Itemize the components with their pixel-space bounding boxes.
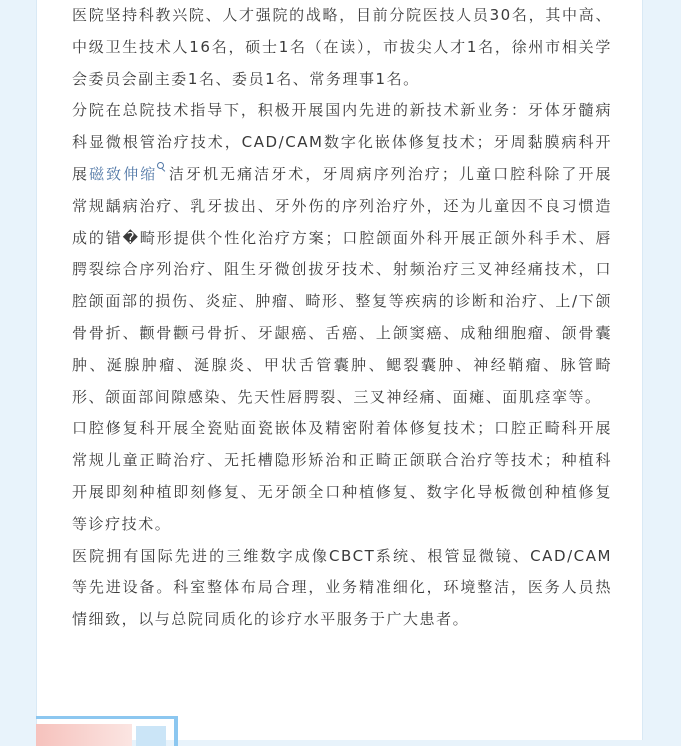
paragraph-text: 分院在总院技术指导下，积极开展国内先进的新技术新业务：牙体牙髓病科显微根管治疗技术，CAD/CAM数字化嵌体修复技术；牙周黏膜病科开展 [72, 101, 612, 183]
decorative-pink-block [36, 724, 132, 746]
article-body [72, 0, 612, 636]
paragraph-equipment: 医院拥有国际先进的三维数字成像CBCT系统、根管显微镜、CAD/CAM等先进设备。科室整体布局合理，业务精准细化，环境整洁，医务人员热情细致，以与总院同质化的诊疗水平服务于广大患者。 [72, 546, 612, 629]
paragraph-prosthodontics: 口腔修复科开展全瓷贴面瓷嵌体及精密附着体修复技术；口腔正畸科开展常规儿童正畸治疗、无托槽隐形矫治和正畸正颌联合治疗等技术；种植科开展即刻种植即刻修复、无牙颌全口种植修复、数字化导板微创种植修复等诊疗技术。 [72, 419, 612, 533]
decorative-blue-line [36, 716, 178, 719]
decorative-corner [36, 712, 178, 746]
keyword-search-link[interactable] [89, 165, 168, 183]
keyword-link-text: 磁致伸缩 [89, 164, 158, 183]
decorative-blue-block [136, 726, 166, 746]
paragraph-text: 洁牙机无痛洁牙术，牙周病序列治疗；儿童口腔科除了开展常规龋病治疗、乳牙拔出、牙外伤的序列治疗外，还为儿童因不良习惯造成的错�畸形提供个性化治疗方案；口腔颌面外科开展正颌外科手术、唇腭裂综合序列治疗、阻生牙微创拔牙技术、射频治疗三叉神经痛技术，口腔颌面部的损伤、炎症、肿瘤、畸形、整复等疾病的诊断和治疗、上/下颌骨骨折、颧骨颧弓骨折、牙龈癌、舌癌、上颌窦癌、成釉细胞瘤、颌骨囊肿、涎腺肿瘤、涎腺炎、甲状舌管囊肿、鳃裂囊肿、神经鞘瘤、脉管畸形、颌面部间隙感染、先天性唇腭裂、三叉神经痛、面瘫、面肌痉挛等。 [72, 164, 613, 406]
search-icon [157, 162, 166, 174]
decorative-blue-bar [174, 716, 178, 746]
paragraph-new-techniques [72, 95, 612, 413]
paragraph-staff: 医院坚持科教兴院、人才强院的战略，目前分院医技人员30名，其中高、中级卫生技术人16名，硕士1名（在读），市拔尖人才1名，徐州市相关学会委员会副主委1名、委员1名、常务理事1名。 [72, 6, 612, 88]
